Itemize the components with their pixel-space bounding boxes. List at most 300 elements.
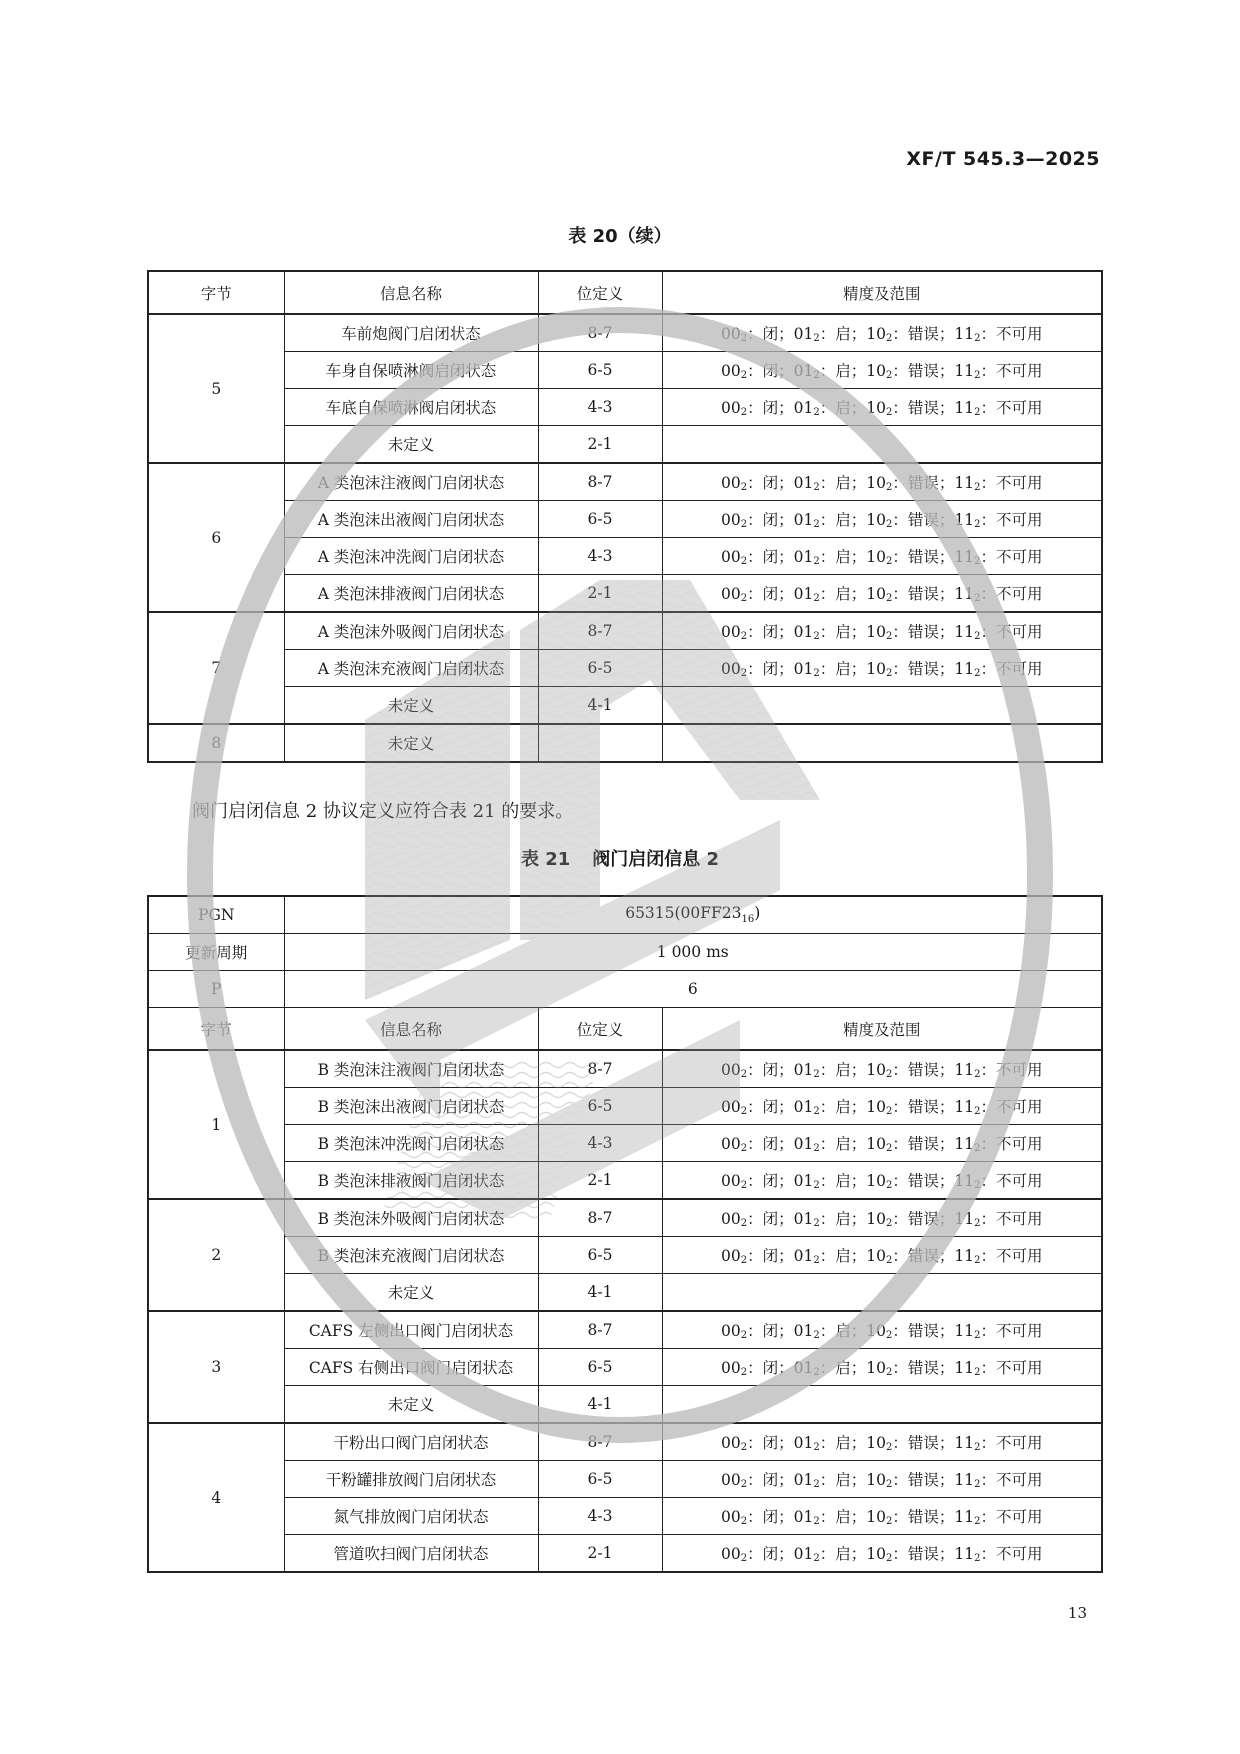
range-subscript: 2 [974,1069,981,1080]
meta-row [148,971,1102,1008]
range-text-segment: ：闭；01 [747,1210,814,1228]
range-subscript: 2 [813,1330,820,1341]
range-text-segment: 00 [721,660,741,678]
range-text-segment: ：闭；01 [747,1135,814,1153]
range-subscript: 2 [885,1106,893,1117]
meta-value-cell [284,971,1102,1008]
info-name-cell: A 类泡沫外吸阀门启闭状态 [284,612,538,650]
range-text-segment: 00 [721,1172,741,1190]
range-text-segment: ：启；10 [819,1545,886,1563]
bit-definition-cell: 6-5 [538,1349,662,1386]
bit-definition-cell [538,724,662,762]
table-row [148,426,1102,464]
range-text-segment: ：启；10 [819,1098,886,1116]
range-text-segment: ：闭；01 [747,1247,814,1265]
range-subscript: 2 [974,556,981,567]
info-name-cell: B 类泡沫排液阀门启闭状态 [284,1162,538,1200]
table-row [148,1274,1102,1312]
bit-definition-cell: 2-1 [538,426,662,464]
bit-definition-cell: 8-7 [538,612,662,650]
range-text-segment: ：错误；11 [892,1322,975,1340]
bit-definition-cell: 6-5 [538,650,662,687]
table21-header-cell: 字节 [148,1008,284,1051]
range-subscript: 2 [885,1218,893,1229]
range-subscript: 2 [740,593,748,604]
table21-header-cell: 信息名称 [284,1008,538,1051]
range-subscript: 2 [740,1516,748,1527]
range-text-segment: ：闭；01 [747,1508,814,1526]
range-subscript: 2 [813,1516,820,1527]
range-text-segment: ：启；10 [819,1359,886,1377]
precision-range-cell [662,1199,1102,1237]
range-subscript: 2 [813,1442,820,1453]
range-subscript: 2 [740,1330,748,1341]
range-text-segment: ：不可用 [980,399,1043,417]
precision-range-cell [662,687,1102,725]
byte-cell: 1 [148,1050,284,1199]
byte-cell: 2 [148,1199,284,1311]
range-subscript: 2 [740,1069,748,1080]
precision-range-cell [662,724,1102,762]
byte-cell: 8 [148,724,284,762]
table-row [148,1199,1102,1237]
range-text-segment: ：不可用 [980,362,1043,380]
precision-range-cell [662,1162,1102,1200]
range-text-segment: ：错误；11 [892,1359,975,1377]
precision-range-cell [662,426,1102,464]
range-subscript: 2 [813,1367,820,1378]
range-subscript: 2 [740,333,748,344]
table21-caption [0,845,1240,871]
range-subscript: 2 [885,1553,893,1564]
range-text-segment: ：启；10 [819,1471,886,1489]
table-row [148,1535,1102,1573]
range-text-segment: ：闭；01 [747,325,814,343]
precision-range-cell [662,1498,1102,1535]
range-subscript: 2 [974,1442,981,1453]
precision-range-cell [662,650,1102,687]
info-name-cell: A 类泡沫冲洗阀门启闭状态 [284,538,538,575]
range-text-segment: 00 [721,1322,741,1340]
range-subscript: 2 [885,593,893,604]
range-subscript: 2 [740,1479,748,1490]
range-text-segment: ：错误；11 [892,511,975,529]
bit-definition-cell: 6-5 [538,1237,662,1274]
table-row [148,463,1102,501]
table21-header-cell: 位定义 [538,1008,662,1051]
range-subscript: 2 [885,407,893,418]
precision-range-cell [662,538,1102,575]
range-text-segment: 00 [721,1471,741,1489]
table-row [148,1461,1102,1498]
bit-definition-cell: 4-3 [538,538,662,575]
bit-definition-cell: 6-5 [538,1461,662,1498]
bit-definition-cell: 4-1 [538,1386,662,1424]
range-text-segment: ：闭；01 [747,1172,814,1190]
meta-label-cell: PGN [148,896,284,934]
bit-definition-cell: 6-5 [538,501,662,538]
range-subscript: 2 [813,1553,820,1564]
range-text-segment: 00 [721,548,741,566]
range-subscript: 2 [974,1143,981,1154]
precision-range-cell [662,1274,1102,1312]
range-subscript: 2 [885,1330,893,1341]
meta-label-cell: 更新周期 [148,934,284,971]
range-subscript: 2 [813,519,820,530]
bit-definition-cell: 8-7 [538,1311,662,1349]
info-name-cell: 未定义 [284,687,538,725]
range-text-segment: ：不可用 [980,1135,1043,1153]
info-name-cell: B 类泡沫充液阀门启闭状态 [284,1237,538,1274]
range-text-segment: ：不可用 [980,1061,1043,1079]
table-row [148,1050,1102,1088]
info-name-cell: 未定义 [284,426,538,464]
range-text-segment: ：不可用 [980,1098,1043,1116]
range-text-segment: ：错误；11 [892,325,975,343]
range-subscript: 2 [813,668,820,679]
range-text-segment: 00 [721,1247,741,1265]
range-text-segment: ：错误；11 [892,1172,975,1190]
range-text-segment: 00 [721,1508,741,1526]
range-subscript: 2 [740,1553,748,1564]
precision-range-cell [662,389,1102,426]
range-subscript: 2 [813,1218,820,1229]
range-subscript: 2 [974,1330,981,1341]
range-subscript: 2 [740,1255,748,1266]
range-text-segment: ：错误；11 [892,1247,975,1265]
info-name-cell: 管道吹扫阀门启闭状态 [284,1535,538,1573]
range-subscript: 2 [974,333,981,344]
range-subscript: 2 [740,370,748,381]
table-row [148,352,1102,389]
precision-range-cell [662,1050,1102,1088]
range-text-segment: 00 [721,585,741,603]
range-text-segment: ：不可用 [980,1545,1043,1563]
range-text-segment: 00 [721,474,741,492]
info-name-cell: 干粉罐排放阀门启闭状态 [284,1461,538,1498]
table21-caption-number: 表 21 [520,849,571,870]
range-subscript: 2 [974,407,981,418]
table21-header-row [148,1008,1102,1051]
range-text-segment: ：错误；11 [892,623,975,641]
range-subscript: 2 [813,407,820,418]
range-text-segment: ：启；10 [819,1247,886,1265]
range-subscript: 2 [974,1367,981,1378]
range-text-segment: ：不可用 [980,1322,1043,1340]
range-subscript: 2 [974,1180,981,1191]
range-subscript: 2 [885,1255,893,1266]
meta-label-cell: P [148,971,284,1008]
range-text-segment: ：不可用 [980,1434,1043,1452]
range-text-segment: ：闭；01 [747,1359,814,1377]
bit-definition-cell: 2-1 [538,1535,662,1573]
range-text-segment: ：启；10 [819,1508,886,1526]
range-text-segment: ：错误；11 [892,1471,975,1489]
range-text-segment: ：错误；11 [892,474,975,492]
bit-definition-cell: 4-3 [538,1125,662,1162]
range-subscript: 2 [813,1069,820,1080]
range-subscript: 2 [885,1069,893,1080]
meta-value-text: 6 [687,980,698,998]
byte-cell: 7 [148,612,284,724]
byte-cell: 6 [148,463,284,612]
range-subscript: 2 [885,1442,893,1453]
info-name-cell: 车底自保喷淋阀启闭状态 [284,389,538,426]
range-subscript: 2 [813,631,820,642]
table-row [148,538,1102,575]
range-subscript: 2 [740,556,748,567]
range-subscript: 2 [885,1516,893,1527]
range-subscript: 2 [885,482,893,493]
meta-value-text: 1 000 ms [656,943,729,961]
range-subscript: 2 [813,333,820,344]
range-text-segment: ：启；10 [819,1061,886,1079]
range-subscript: 2 [740,631,748,642]
precision-range-cell [662,314,1102,352]
range-subscript: 2 [740,1106,748,1117]
range-subscript: 2 [740,1218,748,1229]
range-subscript: 2 [974,1255,981,1266]
info-name-cell: 干粉出口阀门启闭状态 [284,1423,538,1461]
meta-value-cell [284,896,1102,934]
bit-definition-cell: 8-7 [538,463,662,501]
precision-range-cell [662,1349,1102,1386]
table-row [148,575,1102,613]
range-subscript: 2 [740,407,748,418]
bit-definition-cell: 4-1 [538,1274,662,1312]
table20-header-cell: 信息名称 [284,271,538,314]
byte-cell: 5 [148,314,284,463]
precision-range-cell [662,575,1102,613]
range-text-segment: 00 [721,1359,741,1377]
range-subscript: 2 [974,1516,981,1527]
range-subscript: 2 [974,370,981,381]
info-name-cell: A 类泡沫注液阀门启闭状态 [284,463,538,501]
precision-range-cell [662,1088,1102,1125]
meta-value-suffix: ) [754,904,761,923]
table-row [148,1349,1102,1386]
range-subscript: 2 [974,1106,981,1117]
range-text-segment: ：错误；11 [892,1135,975,1153]
range-text-segment: ：错误；11 [892,1545,975,1563]
range-text-segment: ：闭；01 [747,1061,814,1079]
precision-range-cell [662,1125,1102,1162]
range-subscript: 2 [813,1106,820,1117]
table20-header-row [148,271,1102,314]
range-text-segment: ：错误；11 [892,1210,975,1228]
range-text-segment: ：错误；11 [892,660,975,678]
range-text-segment: ：不可用 [980,1210,1043,1228]
range-text-segment: ：不可用 [980,1471,1043,1489]
table20-header-cell: 字节 [148,271,284,314]
range-subscript: 2 [813,482,820,493]
range-text-segment: ：闭；01 [747,1545,814,1563]
table-row [148,1088,1102,1125]
range-text-segment: ：错误；11 [892,548,975,566]
table-row [148,1386,1102,1424]
precision-range-cell [662,463,1102,501]
range-text-segment: ：启；10 [819,1172,886,1190]
range-subscript: 2 [885,1180,893,1191]
range-text-segment: 00 [721,399,741,417]
range-text-segment: ：闭；01 [747,1434,814,1452]
bit-definition-cell: 4-3 [538,1498,662,1535]
range-text-segment: ：闭；01 [747,474,814,492]
meta-value-cell [284,934,1102,971]
range-text-segment: ：启；10 [819,548,886,566]
table-row [148,389,1102,426]
range-text-segment: 00 [721,623,741,641]
range-text-segment: ：闭；01 [747,660,814,678]
range-text-segment: ：闭；01 [747,548,814,566]
range-subscript: 2 [885,1479,893,1490]
range-text-segment: ：启；10 [819,623,886,641]
range-text-segment: ：不可用 [980,548,1043,566]
byte-cell: 4 [148,1423,284,1572]
range-text-segment: ：闭；01 [747,399,814,417]
table-row [148,650,1102,687]
range-text-segment: ：闭；01 [747,511,814,529]
table-row [148,501,1102,538]
range-subscript: 2 [740,1367,748,1378]
range-text-segment: ：错误；11 [892,585,975,603]
info-name-cell: A 类泡沫排液阀门启闭状态 [284,575,538,613]
bit-definition-cell: 2-1 [538,575,662,613]
range-text-segment: ：错误；11 [892,362,975,380]
table-row [148,724,1102,762]
table-row [148,314,1102,352]
range-text-segment: ：启；10 [819,325,886,343]
range-subscript: 2 [974,519,981,530]
range-text-segment: ：启；10 [819,1434,886,1452]
range-text-segment: ：闭；01 [747,1322,814,1340]
info-name-cell: 车前炮阀门启闭状态 [284,314,538,352]
meta-row [148,896,1102,934]
range-text-segment: ：闭；01 [747,585,814,603]
table21 [147,895,1103,1573]
range-subscript: 2 [885,333,893,344]
range-subscript: 2 [885,1143,893,1154]
info-name-cell: B 类泡沫外吸阀门启闭状态 [284,1199,538,1237]
table-row [148,1125,1102,1162]
range-text-segment: ：错误；11 [892,1434,975,1452]
range-subscript: 2 [974,593,981,604]
bit-definition-cell: 4-3 [538,389,662,426]
table20-header-cell: 精度及范围 [662,271,1102,314]
bit-definition-cell: 6-5 [538,1088,662,1125]
range-subscript: 2 [974,482,981,493]
range-subscript: 2 [813,1255,820,1266]
range-subscript: 2 [885,519,893,530]
meta-row [148,934,1102,971]
range-text-segment: ：启；10 [819,1135,886,1153]
range-text-segment: ：启；10 [819,511,886,529]
precision-range-cell [662,1386,1102,1424]
range-subscript: 2 [974,1479,981,1490]
bit-definition-cell: 8-7 [538,1423,662,1461]
range-text-segment: 00 [721,1545,741,1563]
table-row [148,1162,1102,1200]
range-text-segment: ：闭；01 [747,1471,814,1489]
range-subscript: 2 [974,1218,981,1229]
precision-range-cell [662,612,1102,650]
range-text-segment: ：错误；11 [892,399,975,417]
range-text-segment: ：不可用 [980,1508,1043,1526]
range-text-segment: 00 [721,1061,741,1079]
range-subscript: 2 [974,631,981,642]
precision-range-cell [662,1237,1102,1274]
table-row [148,1237,1102,1274]
range-text-segment: 00 [721,1434,741,1452]
range-text-segment: ：不可用 [980,1247,1043,1265]
range-subscript: 2 [974,668,981,679]
table-row [148,687,1102,725]
precision-range-cell [662,1535,1102,1573]
range-subscript: 2 [740,482,748,493]
info-name-cell: A 类泡沫充液阀门启闭状态 [284,650,538,687]
range-text-segment: ：不可用 [980,1359,1043,1377]
range-text-segment: 00 [721,362,741,380]
bit-definition-cell: 8-7 [538,1050,662,1088]
table-row [148,612,1102,650]
table20-caption: 表 20（续） [568,226,672,247]
bit-definition-cell: 4-1 [538,687,662,725]
table-row [148,1498,1102,1535]
range-text-segment: ：错误；11 [892,1061,975,1079]
range-subscript: 2 [974,1553,981,1564]
range-text-segment: 00 [721,1135,741,1153]
range-subscript: 2 [813,556,820,567]
range-text-segment: ：启；10 [819,585,886,603]
range-text-segment: ：启；10 [819,399,886,417]
meta-value-subscript: 16 [741,914,755,926]
range-text-segment: 00 [721,1210,741,1228]
range-text-segment: ：错误；11 [892,1508,975,1526]
paragraph-table21-intro: 阀门启闭信息 2 协议定义应符合表 21 的要求。 [192,801,574,822]
range-text-segment: ：启；10 [819,362,886,380]
bit-definition-cell: 2-1 [538,1162,662,1200]
range-subscript: 2 [740,1442,748,1453]
table21-header-cell: 精度及范围 [662,1008,1102,1051]
range-text-segment: ：闭；01 [747,362,814,380]
byte-cell: 3 [148,1311,284,1423]
range-text-segment: ：不可用 [980,1172,1043,1190]
standard-code: XF/T 545.3—2025 [906,148,1100,170]
range-text-segment: ：错误；11 [892,1098,975,1116]
range-text-segment: ：闭；01 [747,623,814,641]
info-name-cell: 氮气排放阀门启闭状态 [284,1498,538,1535]
precision-range-cell [662,352,1102,389]
range-text-segment: ：不可用 [980,660,1043,678]
range-text-segment: ：不可用 [980,585,1043,603]
info-name-cell: 未定义 [284,1274,538,1312]
info-name-cell: B 类泡沫出液阀门启闭状态 [284,1088,538,1125]
range-subscript: 2 [813,370,820,381]
range-text-segment: 00 [721,511,741,529]
page-number: 13 [1067,1604,1087,1622]
bit-definition-cell: 6-5 [538,352,662,389]
range-subscript: 2 [885,370,893,381]
bit-definition-cell: 8-7 [538,1199,662,1237]
range-subscript: 2 [813,593,820,604]
range-text-segment: ：启；10 [819,1322,886,1340]
info-name-cell: A 类泡沫出液阀门启闭状态 [284,501,538,538]
range-subscript: 2 [740,1143,748,1154]
range-text-segment: 00 [721,325,741,343]
range-text-segment: ：不可用 [980,325,1043,343]
info-name-cell: B 类泡沫冲洗阀门启闭状态 [284,1125,538,1162]
range-text-segment: ：不可用 [980,623,1043,641]
